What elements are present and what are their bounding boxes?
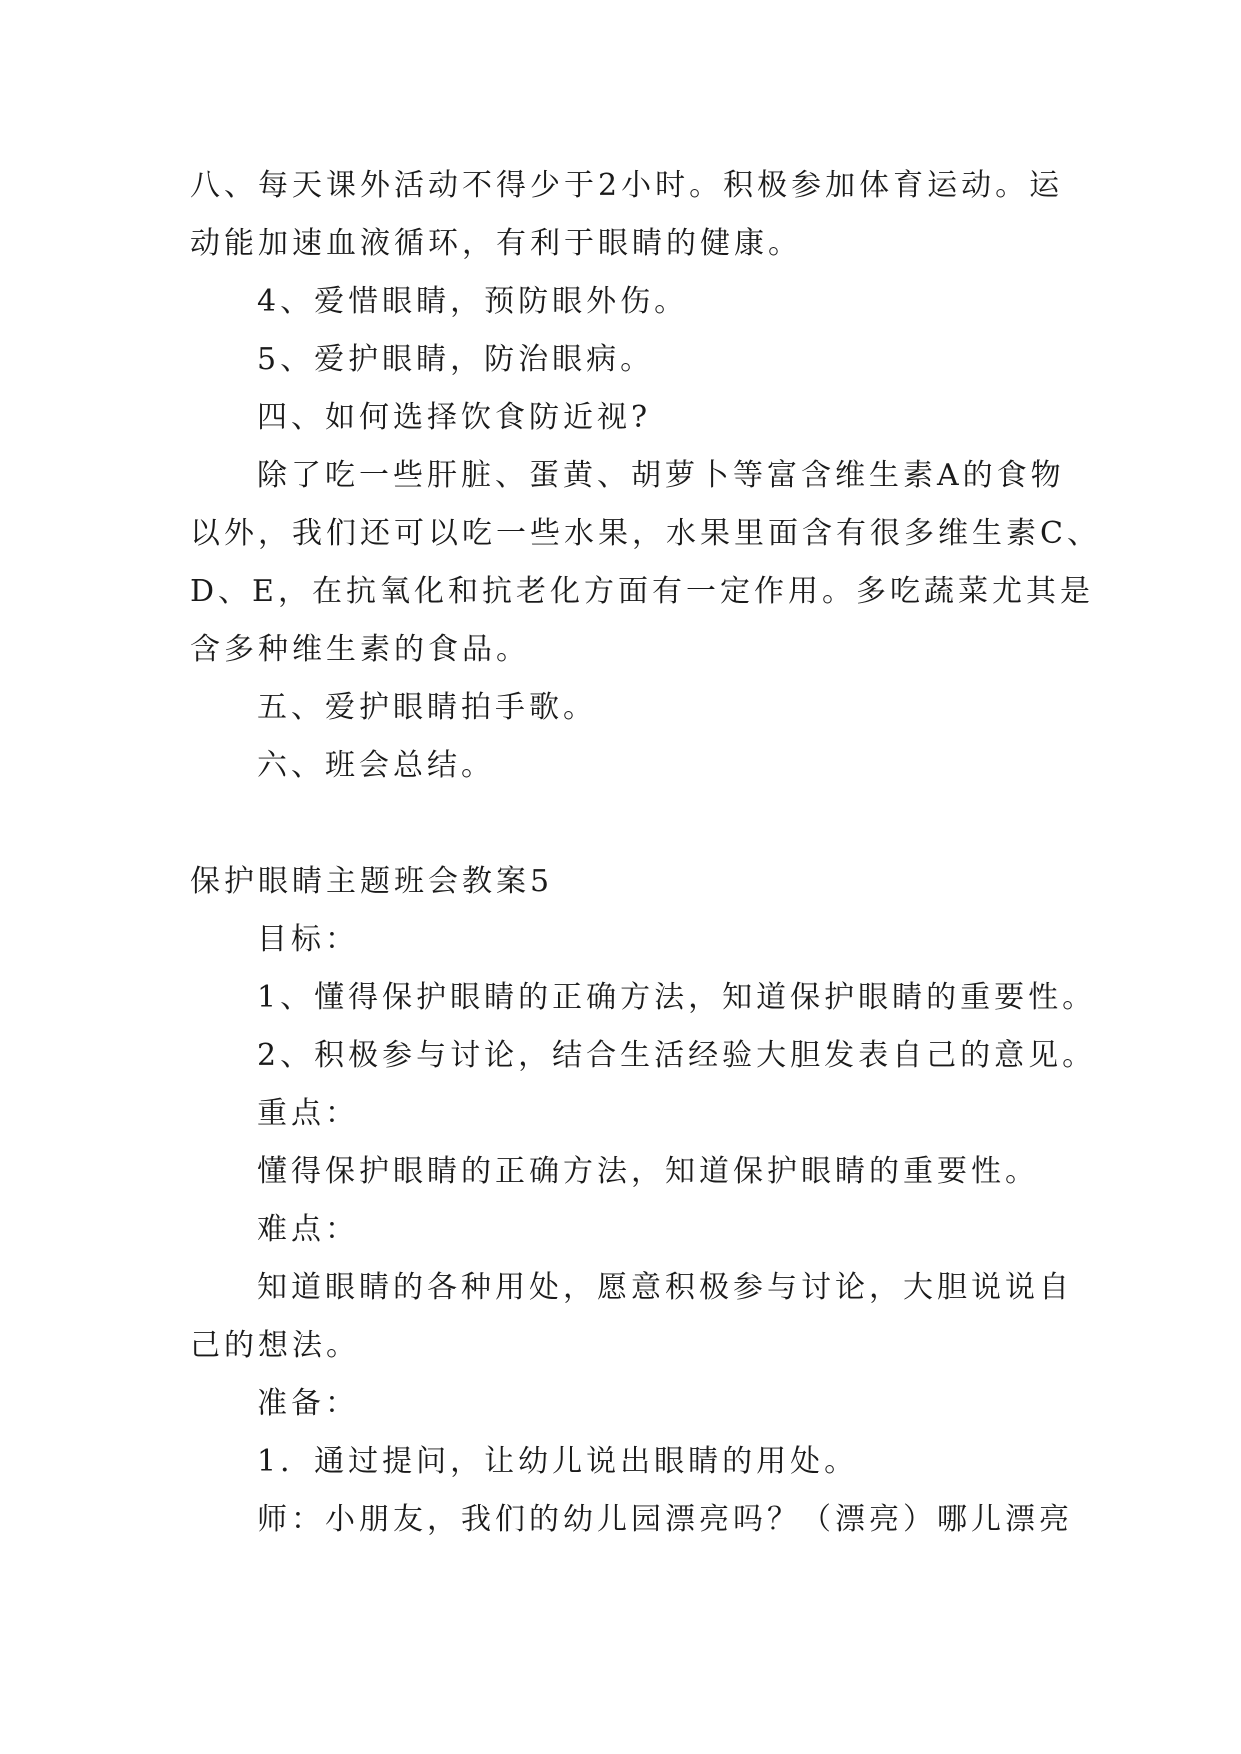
document-title: 保护眼睛主题班会教案5 <box>190 864 554 899</box>
paragraph-line: D、E，在抗氧化和抗老化方面有一定作用。多吃蔬菜尤其是 <box>190 574 1094 609</box>
list-item: 1．通过提问，让幼儿说出眼睛的用处。 <box>257 1444 859 1479</box>
list-item: 5、爱护眼睛，防治眼病。 <box>257 342 655 377</box>
paragraph-line: 动能加速血液循环，有利于眼睛的健康。 <box>190 226 802 261</box>
list-item: 4、爱惜眼睛，预防眼外伤。 <box>257 284 689 319</box>
section-heading: 难点： <box>257 1212 359 1247</box>
paragraph-line: 懂得保护眼睛的正确方法，知道保护眼睛的重要性。 <box>257 1154 1039 1189</box>
section-heading: 重点： <box>257 1096 359 1131</box>
paragraph-line: 除了吃一些肝脏、蛋黄、胡萝卜等富含维生素A的食物 <box>257 458 1065 493</box>
paragraph-line: 己的想法。 <box>190 1328 360 1363</box>
list-item: 2、积极参与讨论，结合生活经验大胆发表自己的意见。 <box>257 1038 1097 1073</box>
paragraph-line: 以外，我们还可以吃一些水果，水果里面含有很多维生素C、 <box>190 516 1101 551</box>
section-heading: 目标： <box>257 922 359 957</box>
paragraph-line: 知道眼睛的各种用处，愿意积极参与讨论，大胆说说自 <box>257 1270 1073 1305</box>
list-item: 1、懂得保护眼睛的正确方法，知道保护眼睛的重要性。 <box>257 980 1097 1015</box>
paragraph-line: 师：小朋友，我们的幼儿园漂亮吗？（漂亮）哪儿漂亮 <box>257 1502 1073 1537</box>
paragraph-line: 八、每天课外活动不得少于2小时。积极参加体育运动。运 <box>190 168 1064 203</box>
section-heading: 五、爱护眼睛拍手歌。 <box>257 690 597 725</box>
paragraph-line: 含多种维生素的食品。 <box>190 632 530 667</box>
section-heading: 准备： <box>257 1386 359 1421</box>
section-heading: 六、班会总结。 <box>257 748 495 783</box>
section-heading: 四、如何选择饮食防近视? <box>257 400 652 435</box>
